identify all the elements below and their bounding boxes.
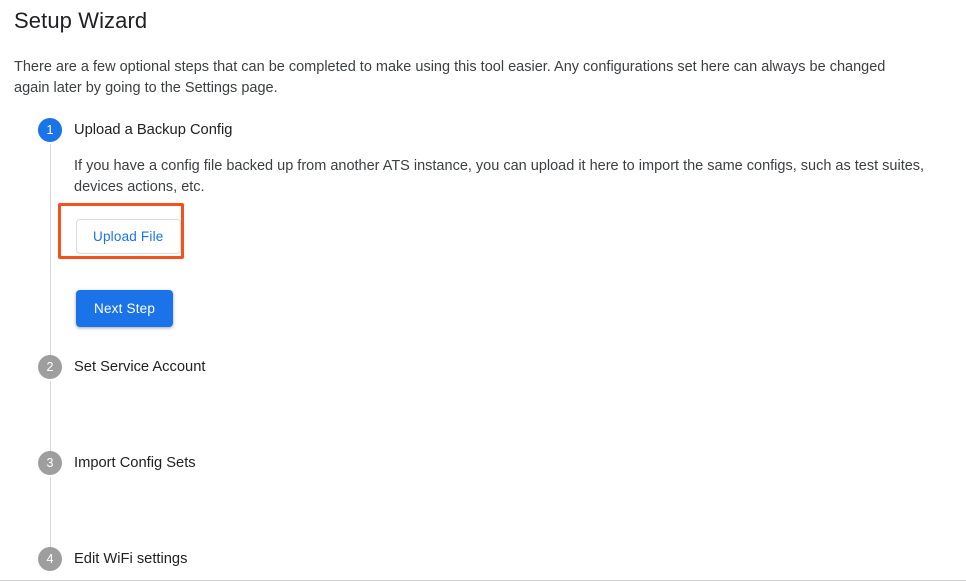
step-set-service-account[interactable] (38, 355, 948, 451)
setup-stepper (38, 118, 948, 571)
step-2-connector (50, 381, 51, 452)
step-3-marker: 3 (38, 451, 62, 475)
upload-file-highlight-wrap (76, 219, 181, 254)
upload-file-button[interactable]: Upload File (76, 219, 181, 254)
step-4-title[interactable]: Edit WiFi settings (74, 551, 188, 567)
step-edit-wifi-settings[interactable] (38, 547, 948, 571)
step-import-config-sets[interactable] (38, 451, 948, 547)
next-step-button[interactable]: Next Step (76, 290, 173, 327)
step-2-marker: 2 (38, 355, 62, 379)
step-3-connector (50, 477, 51, 548)
step-upload-backup-config (38, 118, 948, 355)
step-1-description: If you have a config file backed up from another ATS instance, you can upload it here to import the same configs, such as test suites, devices actions, etc. (74, 158, 925, 195)
step-1-body (74, 142, 948, 327)
step-1-title: Upload a Backup Config (74, 122, 233, 138)
step-1-marker: 1 (38, 118, 62, 142)
intro-text: There are a few optional steps that can be completed to make using this tool easier. Any configurations set here can always be changed again later by going to the Settings page. (14, 59, 886, 96)
step-2-title[interactable]: Set Service Account (74, 359, 206, 375)
step-4-marker: 4 (38, 547, 62, 571)
step-3-title[interactable]: Import Config Sets (74, 455, 196, 471)
page-title: Setup Wizard (14, 8, 148, 33)
step-1-connector (50, 144, 51, 356)
